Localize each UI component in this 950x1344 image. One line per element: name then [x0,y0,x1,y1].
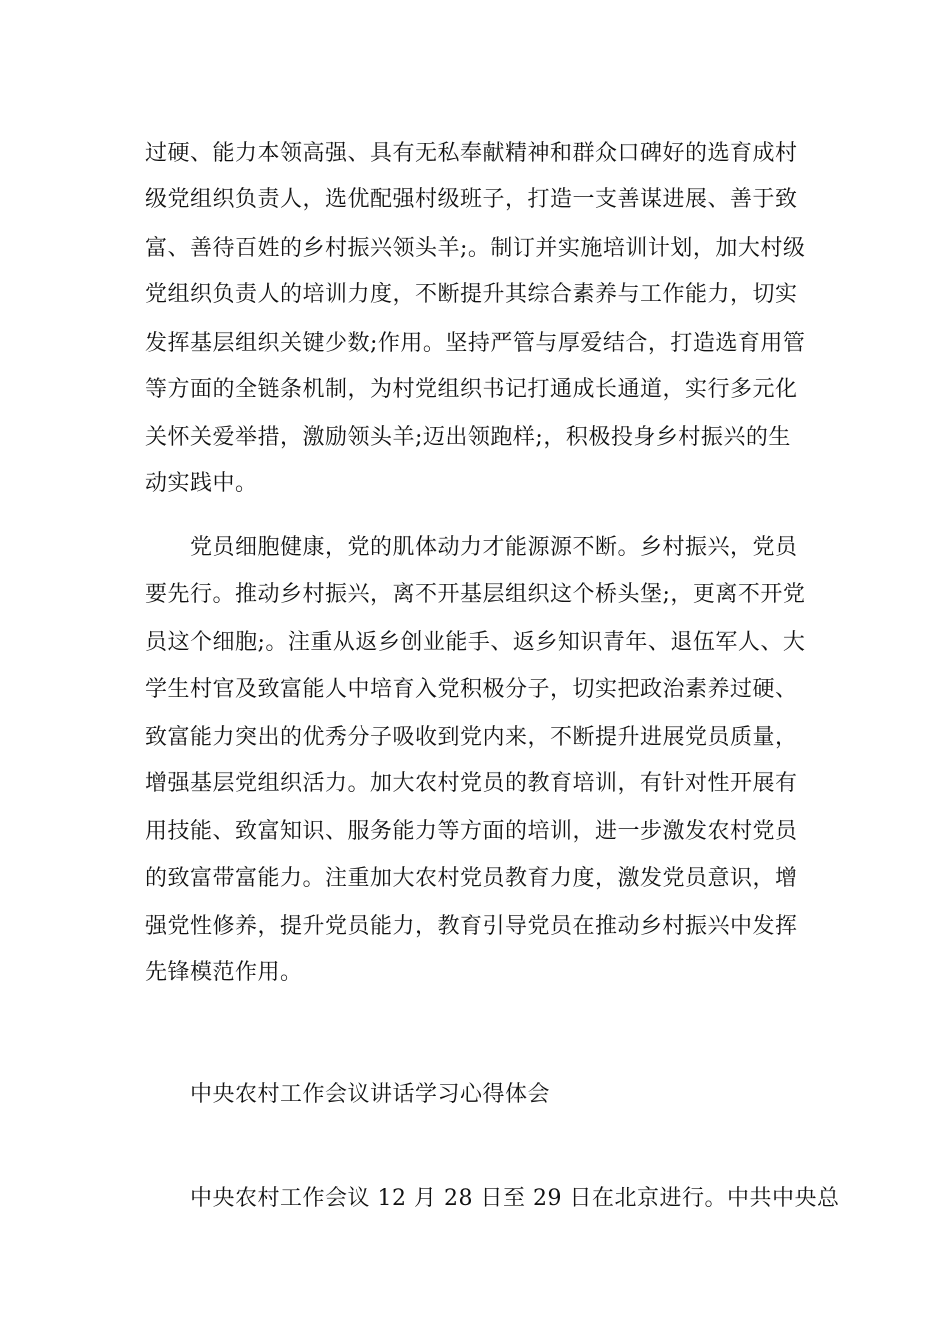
text-line: 员这个细胞;。注重从返乡创业能手、返乡知识青年、退伍军人、大 [145,630,806,655]
text-line: 富、善待百姓的乡村振兴领头羊;。制订并实施培训计划，加大村级 [145,236,806,261]
text-line: 致富能力突出的优秀分子吸收到党内来，不断提升进展党员质量， [145,725,798,750]
text-line: 过硬、能力本领高强、具有无私奉献精神和群众口碑好的选育成村 [145,141,798,166]
text-line: 学生村官及致富能人中培育入党积极分子，切实把政治素养过硬、 [145,677,798,702]
text-line: 的致富带富能力。注重加大农村党员教育力度，激发党员意识，增 [145,866,798,891]
text-line: 强党性修养，提升党员能力，教育引导党员在推动乡村振兴中发挥 [145,914,798,939]
text-line: 要先行。推动乡村振兴，离不开基层组织这个桥头堡;，更离不开党 [145,582,806,607]
text-line: 级党组织负责人，选优配强村级班子，打造一支善谋进展、善于致 [145,187,798,212]
text-line: 党组织负责人的培训力度，不断提升其综合素养与工作能力，切实 [145,282,798,307]
text-line: 发挥基层组织关键少数;作用。坚持严管与厚爱结合，打造选育用管 [145,331,806,356]
text-line: 等方面的全链条机制，为村党组织书记打通成长通道，实行多元化 [145,377,798,402]
text-line-first: 党员细胞健康，党的肌体动力才能源源不断。乡村振兴，党员 [190,535,798,560]
text-line: 用技能、致富知识、服务能力等方面的培训，进一步激发农村党员 [145,819,798,844]
text-line-first: 中央农村工作会议 12 月 28 日至 29 日在北京进行。中共中央总 [190,1186,840,1211]
text-line: 动实践中。 [145,471,258,496]
section-heading: 中央农村工作会议讲话学习心得体会 [190,1082,551,1107]
text-line: 增强基层党组织活力。加大农村党员的教育培训，有针对性开展有 [145,771,798,796]
text-line: 关怀关爱举措，激励领头羊;迈出领跑样;，积极投身乡村振兴的生 [145,425,791,450]
text-line: 先锋模范作用。 [145,960,303,985]
